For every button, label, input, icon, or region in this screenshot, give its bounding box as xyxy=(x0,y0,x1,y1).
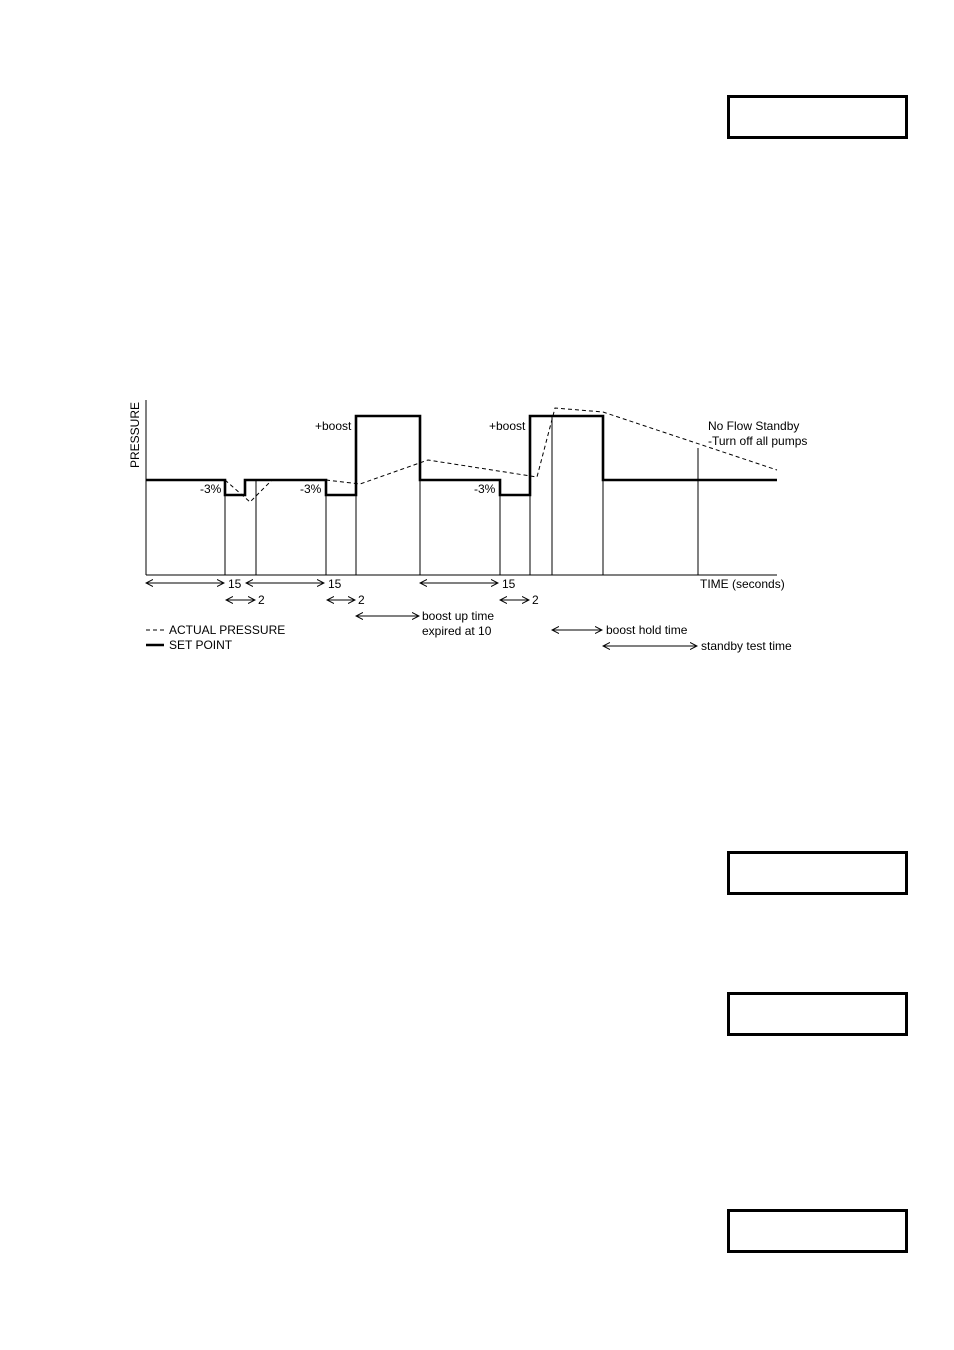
legend-actual-label: ACTUAL PRESSURE xyxy=(169,623,286,637)
boost-label: +boost xyxy=(489,419,526,433)
interval-2-label: 2 xyxy=(258,593,265,607)
minus-3-percent-label: -3% xyxy=(200,482,222,496)
interval-15-label: 15 xyxy=(328,577,342,591)
boost-up-time-label: boost up time xyxy=(422,609,495,623)
interval-2-label: 2 xyxy=(358,593,365,607)
standby-label-line1: No Flow Standby xyxy=(708,419,800,433)
set-point-line xyxy=(146,416,777,495)
interval-2-label: 2 xyxy=(532,593,539,607)
legend-setpoint-label: SET POINT xyxy=(169,638,233,652)
x-axis-label: TIME (seconds) xyxy=(700,577,785,591)
interval-15-label: 15 xyxy=(228,577,242,591)
minus-3-percent-label: -3% xyxy=(300,482,322,496)
boost-up-time-label-line2: expired at 10 xyxy=(422,624,492,638)
time-markers xyxy=(225,416,698,575)
y-axis-label: PRESSURE xyxy=(128,401,142,468)
minus-3-percent-label: -3% xyxy=(474,482,496,496)
standby-test-time-label: standby test time xyxy=(701,639,792,653)
interval-15-label: 15 xyxy=(502,577,516,591)
boost-hold-time-label: boost hold time xyxy=(606,623,688,637)
standby-label-line2: -Turn off all pumps xyxy=(708,434,808,448)
legend xyxy=(146,623,285,652)
boost-label: +boost xyxy=(315,419,352,433)
